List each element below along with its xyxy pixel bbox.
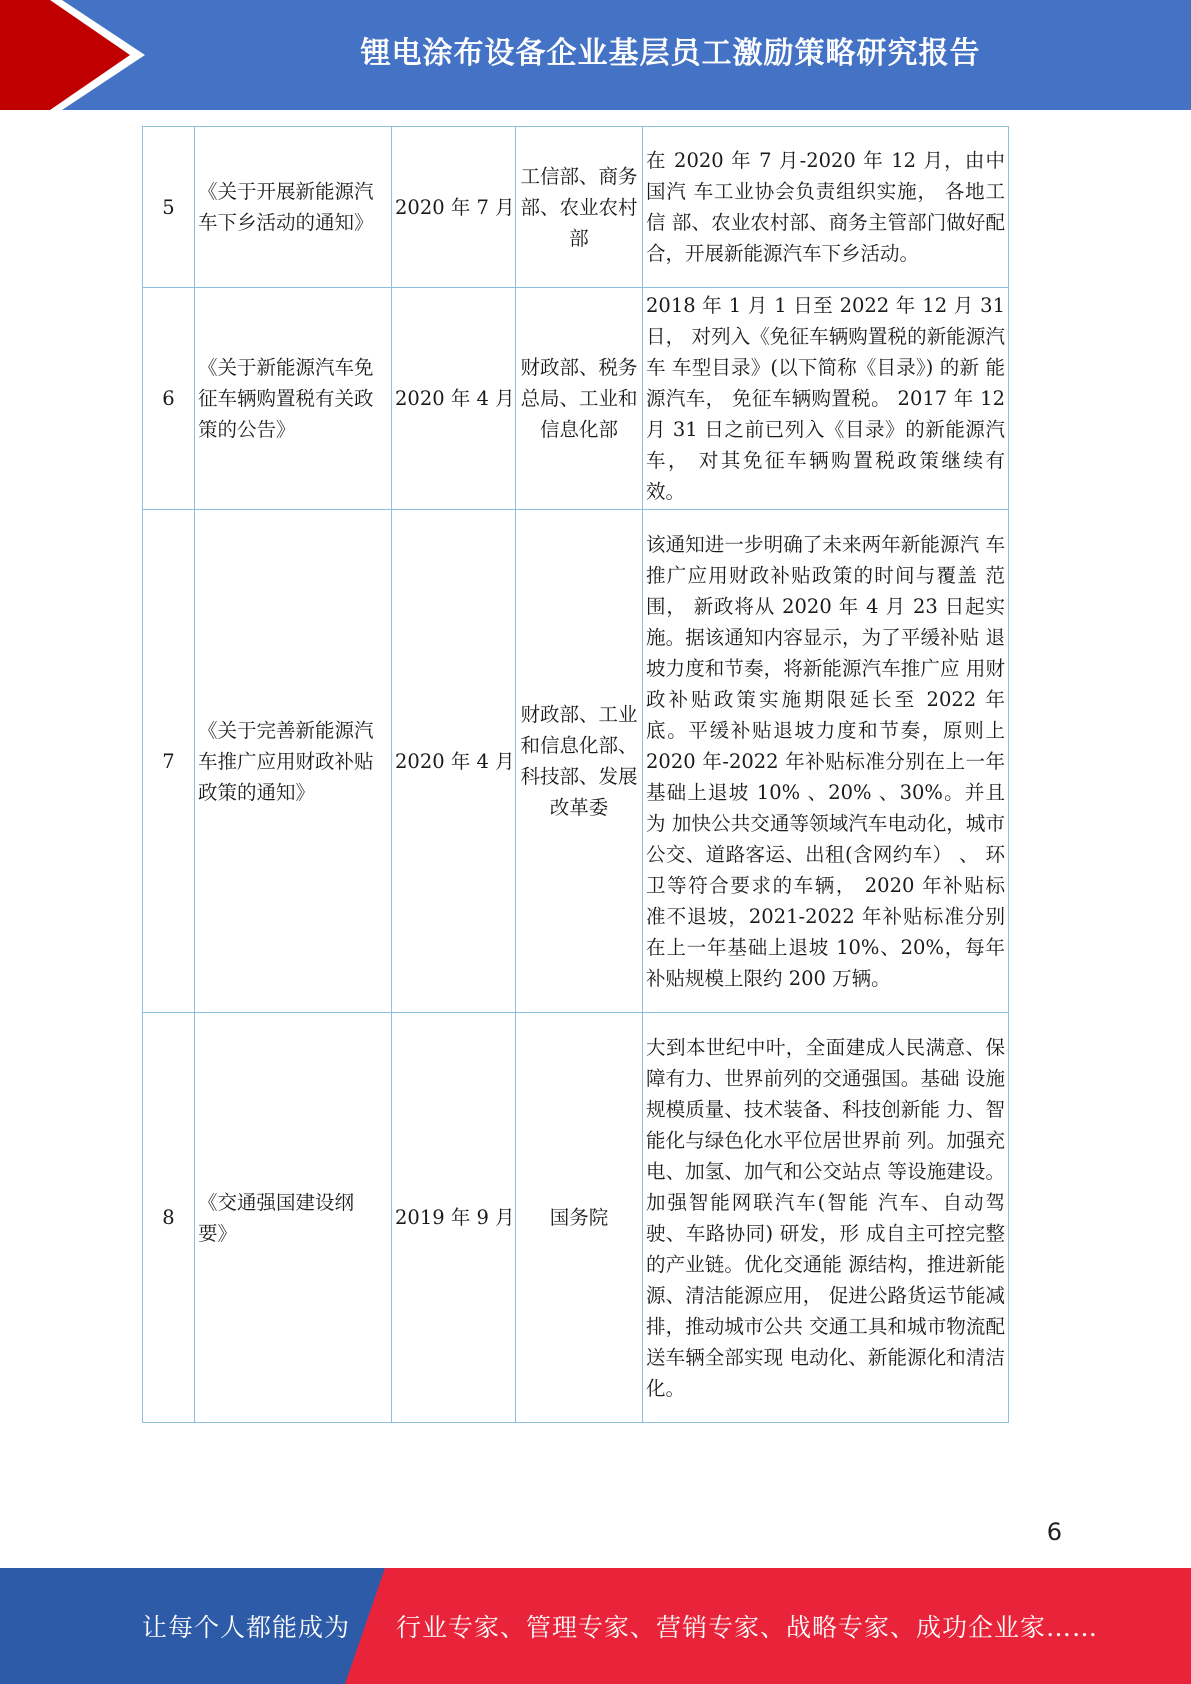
table-row xyxy=(143,288,1009,510)
policy-name: 《交通强国建设纲 要》 xyxy=(195,1013,392,1423)
report-title: 锂电涂布设备企业基层员工激励策略研究报告 xyxy=(360,36,981,71)
policy-name: 《关于完善新能源汽 车推广应用财政补贴 政策的通知》 xyxy=(195,510,392,1013)
issuing-department: 财政部、税务总局、工业和信息化部 xyxy=(516,288,643,510)
issuing-department: 财政部、工业和信息化部、科技部、发展改革委 xyxy=(516,510,643,1013)
policy-name: 《关于开展新能源汽 车下乡活动的通知》 xyxy=(195,127,392,288)
issue-date: 2020 年 4 月 xyxy=(392,288,516,510)
page-number: 6 xyxy=(1046,1518,1062,1546)
issue-date: 2020 年 7 月 xyxy=(392,127,516,288)
issue-date: 2019 年 9 月 xyxy=(392,1013,516,1423)
table-row xyxy=(143,510,1009,1013)
table-row xyxy=(143,1013,1009,1423)
footer-slogan-left: 让每个人都能成为 xyxy=(142,1613,351,1642)
issuing-department: 国务院 xyxy=(516,1013,643,1423)
policy-content: 在 2020 年 7 月-2020 年 12 月，由中国汽 车工业协会负责组织实施， 各地工信 部、农业农村部、商务主管部门做好配 合，开展新能源汽车下乡活动。 xyxy=(643,127,1009,288)
footer-slogan-right: 行业专家、管理专家、营销专家、战略专家、成功企业家…… xyxy=(396,1613,1099,1642)
policy-table xyxy=(142,126,1009,1423)
issue-date: 2020 年 4 月 xyxy=(392,510,516,1013)
page-header xyxy=(0,0,1191,110)
policy-name: 《关于新能源汽车免 征车辆购置税有关政 策的公告》 xyxy=(195,288,392,510)
row-number: 7 xyxy=(143,510,195,1013)
page-footer xyxy=(0,1568,1191,1684)
table-row xyxy=(143,127,1009,288)
policy-content: 2018 年 1 月 1 日至 2022 年 12 月 31 日， 对列入《免征车辆购置税的新能源汽车 车型目录》(以下简称《目录》) 的新 能源汽车， 免征车辆购置税。 2017 年 12 月 31 日之前已列入《目录》的新能源汽 车， 对其免征车辆购置税政策继续有 效。 xyxy=(643,288,1009,510)
row-number: 8 xyxy=(143,1013,195,1423)
row-number: 5 xyxy=(143,127,195,288)
policy-content: 该通知进一步明确了未来两年新能源汽 车推广应用财政补贴政策的时间与覆盖 范围， 新政将从 2020 年 4 月 23 日起实 施。据该通知内容显示，为了平缓补贴 退坡力度和节奏，将新能源汽车推广应 用财政补贴政策实施期限延长至 2022 年 底。平缓补贴退坡力度和节奏，原则上 2020 年-2022 年补贴标准分别在上一年 基础上退坡 10% 、20% 、30%。并且为 加快公共交通等领域汽车电动化，城市 公交、道路客运、出租(含网约车） 、 环卫等符合要求的车辆， 2020 年补贴标 准不退坡，2021-2022 年补贴标准分别在上一年基础上退坡 10%、20%，每年 补贴规模上限约 200 万辆。 xyxy=(643,510,1009,1013)
row-number: 6 xyxy=(143,288,195,510)
issuing-department: 工信部、商务部、农业农村部 xyxy=(516,127,643,288)
policy-content: 大到本世纪中叶，全面建成人民满意、保障有力、世界前列的交通强国。基础 设施规模质量、技术装备、科技创新能 力、智能化与绿色化水平位居世界前 列。加强充电、加氢、加气和公交站点 等设施建设。加强智能网联汽车(智能 汽车、自动驾驶、车路协同) 研发，形 成自主可控完整的产业链。优化交通能 源结构，推进新能源、清洁能源应用， 促进公路货运节能减排，推动城市公共 交通工具和城市物流配送车辆全部实现 电动化、新能源化和清洁化。 xyxy=(643,1013,1009,1423)
